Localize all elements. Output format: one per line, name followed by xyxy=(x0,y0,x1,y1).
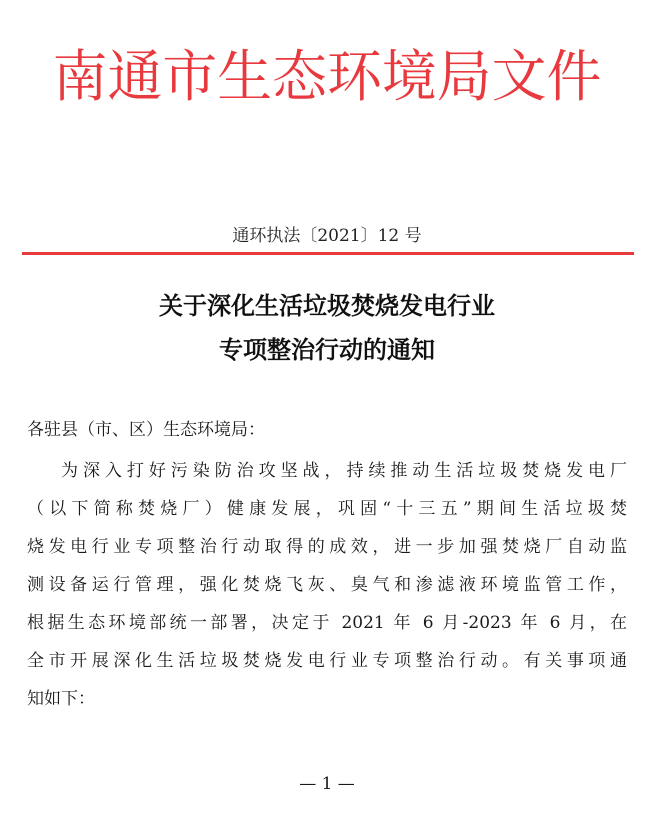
document-title xyxy=(0,284,654,372)
document-title-line-1: 关于深化生活垃圾焚烧发电行业 xyxy=(159,291,495,320)
salutation: 各驻县（市、区）生态环境局： xyxy=(27,420,265,440)
body-paragraph xyxy=(27,452,627,718)
body-line: 测设备运行管理，强化焚烧飞灰、臭气和渗滤液环境监管工作， xyxy=(27,575,627,595)
document-header-title: 南通市生态环境局文件 xyxy=(52,45,602,110)
body-line: 根据生态环境部统一部署，决定于 2021 年 6 月-2023 年 6 月，在 xyxy=(27,613,627,633)
body-line: （以下简称焚烧厂）健康发展，巩固“十三五”期间生活垃圾焚 xyxy=(27,499,627,519)
document-number: 通环执法〔2021〕12 号 xyxy=(232,226,422,246)
document-title-line-2: 专项整治行动的通知 xyxy=(219,335,435,364)
body-line: 知如下： xyxy=(27,689,95,709)
red-divider-line xyxy=(22,252,634,255)
body-line: 烧发电行业专项整治行动取得的成效，进一步加强焚烧厂自动监 xyxy=(27,537,627,557)
body-line: 全市开展深化生活垃圾焚烧发电行业专项整治行动。有关事项通 xyxy=(27,651,627,671)
body-line: 为深入打好污染防治攻坚战，持续推动生活垃圾焚烧发电厂 xyxy=(61,461,627,481)
page-number: — 1 — xyxy=(299,774,355,794)
